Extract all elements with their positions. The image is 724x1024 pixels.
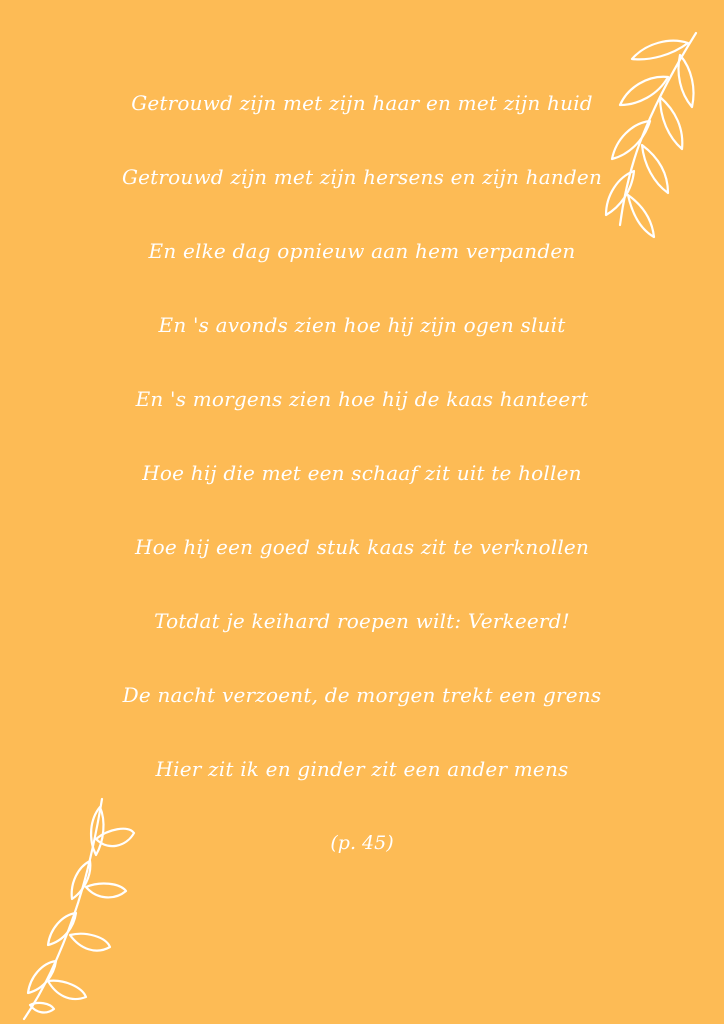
leafy-branch-icon (584, 25, 704, 250)
poem-line-1: Getrouwd zijn met zijn haar en met zijn huid (131, 91, 593, 115)
leafy-branch-icon (10, 795, 145, 1024)
poem-line-10: Hier zit ik en ginder zit een ander mens (155, 757, 569, 781)
poem-line-2: Getrouwd zijn met zijn hersens en zijn handen (121, 165, 603, 189)
poem-line-5: En 's morgens zien hoe hij de kaas hanteert (135, 387, 589, 411)
page-reference: (p. 45) (330, 832, 394, 854)
poem-line-8: Totdat je keihard roepen wilt: Verkeerd! (154, 609, 570, 633)
poem-line-3: En elke dag opnieuw aan hem verpanden (148, 239, 576, 263)
poem-line-4: En 's avonds zien hoe hij zijn ogen sluit (158, 313, 566, 337)
poem-line-7: Hoe hij een goed stuk kaas zit te verknollen (134, 535, 590, 559)
poem-line-9: De nacht verzoent, de morgen trekt een grens (122, 683, 602, 707)
poem-line-6: Hoe hij die met een schaaf zit uit te hollen (142, 461, 582, 485)
